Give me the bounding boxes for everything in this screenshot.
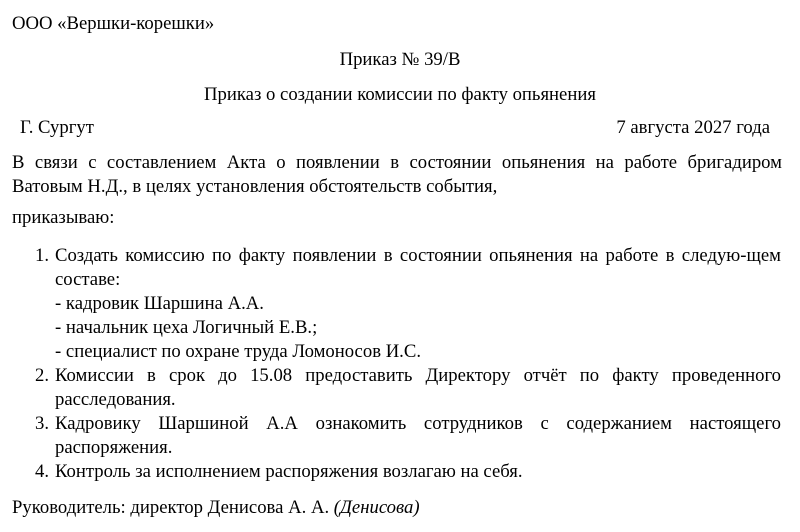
order-items [0,244,800,484]
preamble: В связи с составлением Акта о появлении в состоянии опьянения на работе бригадиром Ватовым Н.Д., в целях установления обстоятельств события, [12,152,782,197]
commission-member: - кадровик Шаршина А.А. [55,293,264,314]
order-item-4 [0,460,781,484]
item-number: 3. [35,413,50,434]
signature-handwritten-name: (Денисова) [333,497,420,518]
order-item-3 [0,412,781,460]
item-text: Контроль за исполнением распоряжения возлагаю на себя. [55,461,523,482]
item-text: Кадровику Шаршиной А.А ознакомить сотрудников с содержанием настоящего распоряжения. [55,413,781,458]
order-item-2 [0,364,781,412]
item-text: Создать комиссию по факту появлении в состоянии опьянения на работе в следую-щем составе: [55,245,781,290]
item-text: Комиссии в срок до 15.08 предоставить Директору отчёт по факту проведенного расследования. [55,365,781,410]
organization-name: ООО «Вершки-корешки» [12,13,215,34]
order-number: Приказ № 39/В [339,49,461,70]
signature-line [12,497,420,519]
item-number: 2. [35,365,50,386]
commission-member: - начальник цеха Логичный Е.В.; [55,317,318,338]
order-item-1 [0,244,781,364]
item-number: 4. [35,461,50,482]
signature-label: Руководитель: директор Денисова А. А. [12,497,330,518]
commission-member: - специалист по охране труда Ломоносов И.С. [55,341,421,362]
item-number: 1. [35,245,50,266]
city: Г. Сургут [20,117,94,138]
decree-word: приказываю: [12,207,115,228]
order-date: 7 августа 2027 года [616,117,770,138]
order-title: Приказ о создании комиссии по факту опьянения [204,84,596,105]
